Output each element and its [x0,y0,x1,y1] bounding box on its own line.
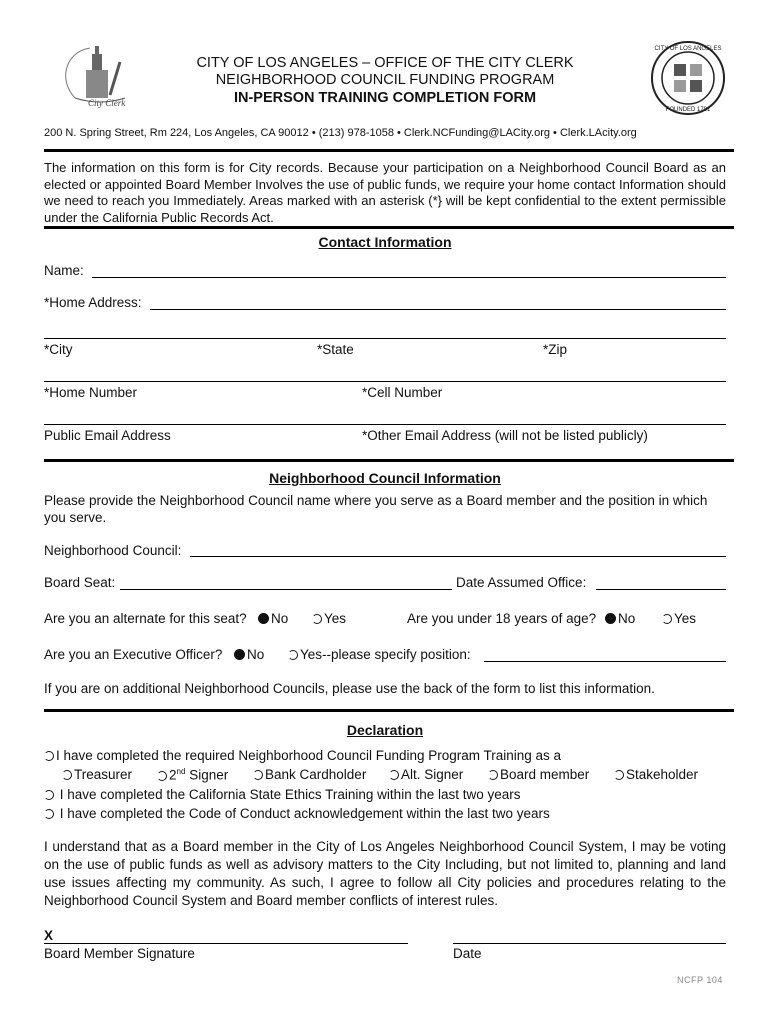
checkbox-icon [44,790,54,800]
exec-yes-option[interactable]: Yes--please specify position: [288,647,471,662]
under18-question: Are you under 18 years of age? [407,611,597,626]
cell-number-label: *Cell Number [362,385,443,400]
contact-section-title: Contact Information [318,234,452,250]
checkbox-icon [62,770,72,780]
checkbox-icon [44,809,54,819]
radio-empty-icon [312,614,322,624]
signature-label: Board Member Signature [44,946,195,961]
signature-field[interactable] [44,943,408,944]
alternate-question: Are you an alternate for this seat? [44,611,247,626]
exec-no-option[interactable]: No [234,647,264,662]
divider [44,459,734,462]
home-number-label: *Home Number [44,385,138,400]
office-address: 200 N. Spring Street, Rm 224, Los Angeles, CA 90012 • (213) 978-1058 • Clerk.NCFunding@LACity.org • Clerk.LAcity.org [44,127,637,139]
training-checkbox-line[interactable]: I have completed the required Neighborhood Council Funding Program Training as a [44,748,561,763]
svg-text:FOUNDED 1781: FOUNDED 1781 [665,107,711,113]
phone-field[interactable] [44,424,726,425]
additional-councils-note: If you are on additional Neighborhood Councils, please use the back of the form to list this information. [44,681,655,696]
declaration-statement: I understand that as a Board member in the City of Los Angeles Neighborhood Council System, I may be voting on the use of public funds as well as advisory matters to the City Including, but not limited to, planning and land use issues affecting my community. As such, I agree to follow all City policies and procedures relating to the Neighborhood Council System and Board member conflicts of interest rules. [44,839,726,908]
name-field[interactable] [92,277,726,278]
city-seal [650,40,726,116]
intro-text: The information on this form is for City records. Because your participation on a Neighborhood Council Board as an elected or appointed Board Member Involves the use of public funds, we require your home contact Information should we need to reach you Immediately. Areas marked with an asterisk (*} will be kept confidential to the extent permissible under the California Public Records Act. [44,160,726,225]
form-title: IN-PERSON TRAINING COMPLETION FORM [233,90,537,106]
declaration-section-title: Declaration [346,722,424,738]
checkbox-icon [157,771,167,781]
state-label: *State [317,342,354,357]
public-email-label: Public Email Address [44,428,171,443]
divider [44,226,734,229]
under18-yes-option[interactable]: Yes [662,611,696,626]
nc-section-title: Neighborhood Council Information [269,470,501,486]
name-label: Name: [44,263,84,278]
radio-filled-icon [605,613,616,624]
checkbox-icon [389,770,399,780]
council-label: Neighborhood Council: [44,543,182,558]
alternate-yes-option[interactable]: Yes [312,611,346,626]
date-assumed-field[interactable] [596,589,726,590]
role-2nd-signer[interactable]: 2nd Signer [157,767,228,783]
home-address-field-2[interactable] [44,338,726,339]
role-board-member[interactable]: Board member [488,767,589,782]
board-seat-label: Board Seat: [44,575,116,590]
council-field[interactable] [190,556,726,557]
svg-text:CITY OF LOS ANGELES: CITY OF LOS ANGELES [654,46,722,52]
role-alt-signer[interactable]: Alt. Signer [389,767,463,782]
checkbox-icon [253,770,263,780]
alternate-no-option[interactable]: No [258,611,288,626]
radio-empty-icon [288,650,298,660]
header-line-1: CITY OF LOS ANGELES – OFFICE OF THE CITY CLERK [196,55,574,71]
under18-no-option[interactable]: No [605,611,635,626]
radio-filled-icon [258,613,269,624]
header-line-2: NEIGHBORHOOD COUNCIL FUNDING PROGRAM [215,72,555,88]
radio-empty-icon [662,614,672,624]
nc-instructions: Please provide the Neighborhood Council name where you serve as a Board member and the position in which you serve. [44,493,708,525]
ethics-checkbox-line[interactable]: I have completed the California State Ethics Training within the last two years [44,787,521,802]
city-label: *City [44,342,73,357]
role-stakeholder[interactable]: Stakeholder [614,767,698,782]
position-field[interactable] [484,661,726,662]
checkbox-icon [44,751,54,761]
signature-x-mark: X [44,928,54,943]
role-bank-cardholder[interactable]: Bank Cardholder [253,767,366,782]
city-clerk-logo [50,40,150,110]
checkbox-icon [488,770,498,780]
exec-question: Are you an Executive Officer? [44,647,223,662]
date-assumed-label: Date Assumed Office: [456,575,587,590]
date-field[interactable] [453,943,726,944]
conduct-checkbox-line[interactable]: I have completed the Code of Conduct acknowledgement within the last two years [44,806,550,821]
divider [44,709,734,712]
home-address-label: *Home Address: [44,295,142,310]
city-state-zip-field[interactable] [44,381,726,382]
home-address-field[interactable] [150,309,726,310]
divider [44,149,734,152]
role-treasurer[interactable]: Treasurer [62,767,132,782]
form-number: NCFP 104 [677,975,723,985]
other-email-label: *Other Email Address (will not be listed publicly) [362,428,648,443]
date-label: Date [453,946,482,961]
radio-filled-icon [234,649,245,660]
checkbox-icon [614,770,624,780]
svg-text:City Clerk: City Clerk [88,98,126,108]
zip-label: *Zip [543,342,568,357]
board-seat-field[interactable] [120,589,452,590]
